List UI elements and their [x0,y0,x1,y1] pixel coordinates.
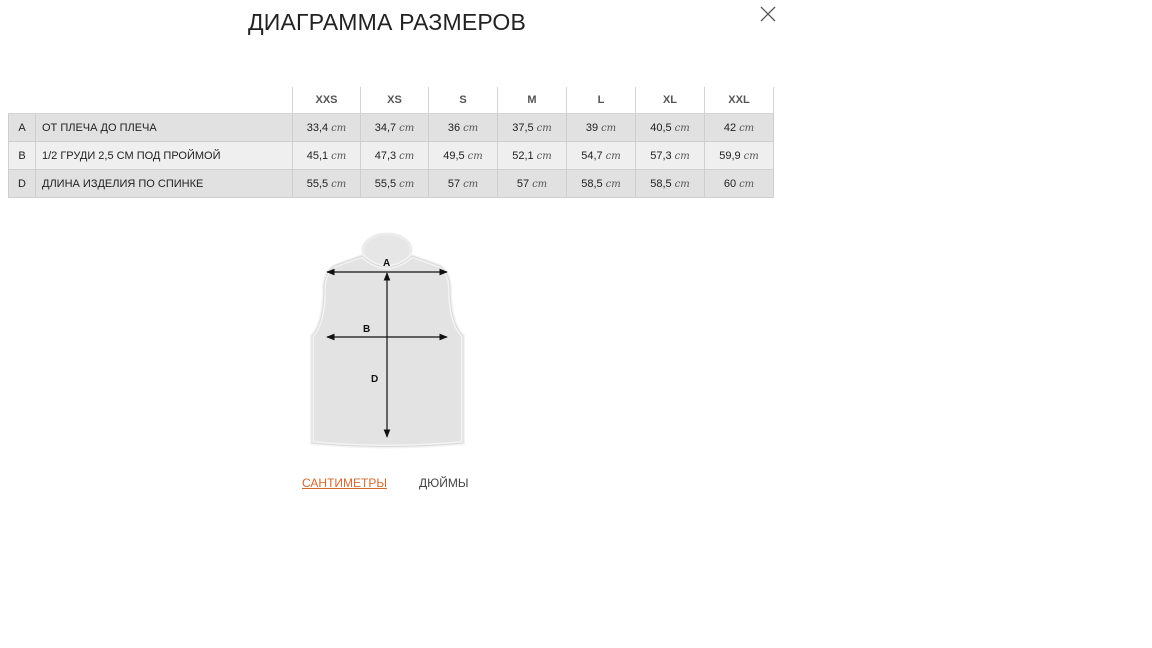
unit-text: cm [739,178,755,190]
unit-text: cm [536,150,552,162]
measure-cell [429,170,498,198]
measure-value: 33,4 [306,121,329,134]
header-blank [9,87,36,114]
size-header: XL [636,87,705,114]
size-header-row [9,87,774,114]
measure-value: 39 [585,121,599,134]
unit-text: cm [331,150,347,162]
unit-text: cm [399,178,415,190]
measure-value: 47,3 [374,149,397,162]
diagram-label-b: B [363,324,371,335]
size-header: XXS [293,87,361,114]
measure-cell [361,170,429,198]
measure-cell [498,114,567,142]
unit-text: cm [743,150,759,162]
unit-text: cm [399,122,415,134]
unit-text: cm [331,178,347,190]
units-switch [302,476,469,490]
units-inch-link[interactable]: ДЮЙМЫ [419,476,469,490]
measure-cell [361,114,429,142]
measure-value: 55,5 [306,177,329,190]
measure-label: ОТ ПЛЕЧА ДО ПЛЕЧА [36,114,293,142]
measure-value: 54,7 [581,149,603,162]
unit-text: cm [536,122,552,134]
measure-cell [361,142,429,170]
measure-cell [567,142,636,170]
unit-text: cm [601,122,617,134]
close-button[interactable] [758,4,778,24]
measure-cell [705,142,774,170]
measure-label: 1/2 ГРУДИ 2,5 СМ ПОД ПРОЙМОЙ [36,142,293,170]
measure-cell [636,142,705,170]
vest-diagram [300,228,480,458]
measure-code: D [9,170,36,198]
unit-text: cm [605,178,621,190]
measure-cell [429,114,498,142]
close-icon [758,4,778,24]
measure-value: 49,5 [443,149,465,162]
measure-value: 58,5 [650,177,672,190]
measure-cell [705,114,774,142]
measure-cell [293,114,361,142]
measure-cell [498,142,567,170]
measure-value: 58,5 [581,177,603,190]
header-blank [36,87,293,114]
size-header: XS [361,87,429,114]
measure-cell [567,114,636,142]
measure-value: 57 [447,177,461,190]
unit-text: cm [674,122,690,134]
page-title: ДИАГРАММА РАЗМЕРОВ [248,9,527,35]
unit-text: cm [467,150,483,162]
measure-label: ДЛИНА ИЗДЕЛИЯ ПО СПИНКЕ [36,170,293,198]
unit-text: cm [674,178,690,190]
size-header: S [429,87,498,114]
measure-cell [636,114,705,142]
measure-value: 57,3 [650,149,672,162]
measure-value: 55,5 [374,177,397,190]
size-header: M [498,87,567,114]
measure-value: 60 [723,177,737,190]
measure-value: 34,7 [374,121,397,134]
diagram-label-a: A [383,258,391,269]
unit-text: cm [399,150,415,162]
measure-value: 37,5 [512,121,534,134]
measure-value: 40,5 [650,121,672,134]
measure-value: 59,9 [719,149,741,162]
measure-value: 52,1 [512,149,534,162]
measure-code: B [9,142,36,170]
unit-text: cm [739,122,755,134]
measure-cell [567,170,636,198]
table-row [9,170,774,198]
measure-value: 36 [447,121,461,134]
unit-text: cm [463,178,479,190]
table-row [9,142,774,170]
measure-cell [293,142,361,170]
unit-text: cm [463,122,479,134]
table-row [9,114,774,142]
measure-cell [429,142,498,170]
unit-text: cm [605,150,621,162]
diagram-label-d: D [371,374,379,385]
size-table [8,87,774,198]
measure-code: A [9,114,36,142]
measure-value: 42 [723,121,737,134]
unit-text: cm [532,178,548,190]
unit-text: cm [674,150,690,162]
measure-cell [293,170,361,198]
measure-cell [705,170,774,198]
unit-text: cm [331,122,347,134]
units-cm-link[interactable]: САНТИМЕТРЫ [302,476,387,490]
measure-value: 45,1 [306,149,329,162]
vest-diagram-icon [300,228,480,458]
measure-cell [636,170,705,198]
size-header: XXL [705,87,774,114]
size-header: L [567,87,636,114]
measure-value: 57 [516,177,530,190]
measure-cell [498,170,567,198]
